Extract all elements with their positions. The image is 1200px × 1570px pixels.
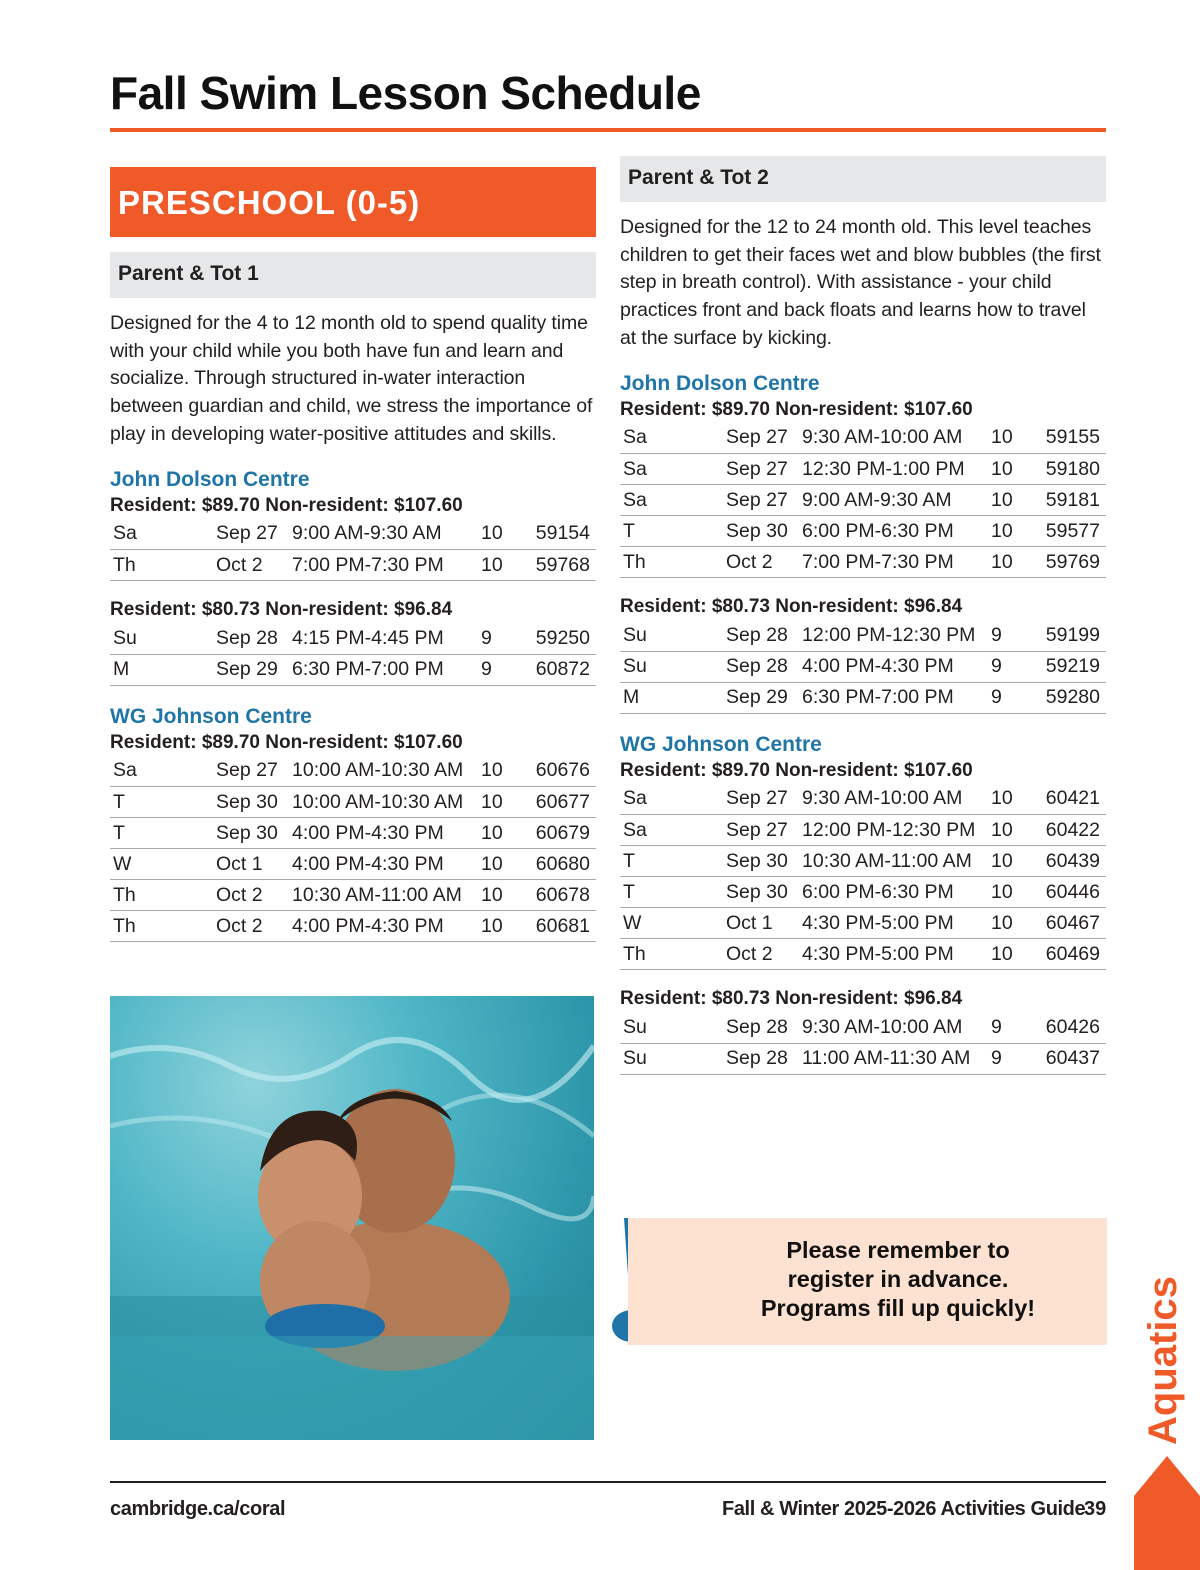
schedule <box>110 467 596 943</box>
schedule-table <box>110 756 596 943</box>
barcode-cell: 60446 <box>1040 877 1106 908</box>
table-row <box>620 908 1106 939</box>
time-cell: 4:00 PM-4:30 PM <box>289 818 478 849</box>
date-cell: Sep 30 <box>213 818 289 849</box>
table-row <box>620 485 1106 516</box>
schedule-table <box>620 1012 1106 1075</box>
level-description: Designed for the 4 to 12 month old to spend quality time with your child while you both have fun and learn and socialize. Through structured in-water interaction between guardian and child, we stress the importance of play in developing water-positive attitudes and skills. <box>110 312 593 445</box>
barcode-cell: 60681 <box>530 911 596 942</box>
date-cell: Sep 27 <box>723 784 799 815</box>
time-cell: 6:30 PM-7:00 PM <box>289 654 478 685</box>
sessions-cell: 10 <box>478 519 530 550</box>
table-row <box>620 1012 1106 1043</box>
table-row <box>620 423 1106 454</box>
sessions-cell: 10 <box>988 784 1040 815</box>
barcode-cell: 60437 <box>1040 1043 1106 1074</box>
date-cell: Sep 28 <box>723 620 799 651</box>
sessions-cell: 10 <box>478 550 530 581</box>
barcode-cell: 59577 <box>1040 516 1106 547</box>
date-cell: Oct 2 <box>723 547 799 578</box>
level-heading: Parent & Tot 2 <box>620 156 1106 202</box>
table-row <box>620 682 1106 713</box>
register-reminder-box <box>628 1218 1107 1345</box>
day-cell: Sa <box>620 815 723 846</box>
table-row <box>110 818 596 849</box>
centre-name: John Dolson Centre <box>110 467 310 491</box>
reminder-text <box>698 1236 1098 1323</box>
day-cell: Th <box>620 547 723 578</box>
table-row <box>620 784 1106 815</box>
day-cell: T <box>620 516 723 547</box>
date-cell: Oct 2 <box>213 880 289 911</box>
barcode-cell: 60422 <box>1040 815 1106 846</box>
date-cell: Oct 2 <box>723 939 799 970</box>
rate-line: Resident: $89.70 Non-resident: $107.60 <box>110 731 463 753</box>
table-row <box>110 911 596 942</box>
day-cell: Th <box>110 550 213 581</box>
date-cell: Sep 29 <box>213 654 289 685</box>
barcode-cell: 60677 <box>530 787 596 818</box>
table-row <box>620 815 1106 846</box>
day-cell: T <box>620 846 723 877</box>
table-row <box>620 939 1106 970</box>
day-cell: W <box>110 849 213 880</box>
sessions-cell: 10 <box>988 846 1040 877</box>
table-row <box>620 651 1106 682</box>
table-row <box>110 880 596 911</box>
date-cell: Sep 28 <box>723 651 799 682</box>
date-cell: Sep 30 <box>213 787 289 818</box>
rate-line: Resident: $89.70 Non-resident: $107.60 <box>620 398 973 420</box>
barcode-cell: 60467 <box>1040 908 1106 939</box>
time-cell: 12:30 PM-1:00 PM <box>799 454 988 485</box>
table-row <box>620 547 1106 578</box>
day-cell: Sa <box>620 485 723 516</box>
time-cell: 10:00 AM-10:30 AM <box>289 756 478 787</box>
sessions-cell: 10 <box>988 485 1040 516</box>
time-cell: 4:15 PM-4:45 PM <box>289 623 478 654</box>
table-row <box>110 849 596 880</box>
day-cell: T <box>110 818 213 849</box>
time-cell: 6:30 PM-7:00 PM <box>799 682 988 713</box>
barcode-cell: 60679 <box>530 818 596 849</box>
time-cell: 4:30 PM-5:00 PM <box>799 939 988 970</box>
table-row <box>110 623 596 654</box>
level-description: Designed for the 12 to 24 month old. This level teaches children to get their faces wet and blow bubbles (the first step in breath control). With assistance - your child practices front and back floats and learns how to travel at the surface by kicking. <box>620 216 1101 349</box>
time-cell: 7:00 PM-7:30 PM <box>799 547 988 578</box>
sessions-cell: 9 <box>988 1012 1040 1043</box>
day-cell: Sa <box>110 519 213 550</box>
table-row <box>620 1043 1106 1074</box>
date-cell: Sep 30 <box>723 516 799 547</box>
barcode-cell: 60439 <box>1040 846 1106 877</box>
date-cell: Sep 30 <box>723 877 799 908</box>
parent-child-swimming-photo <box>110 996 594 1440</box>
barcode-cell: 60421 <box>1040 784 1106 815</box>
sessions-cell: 10 <box>988 908 1040 939</box>
time-cell: 9:30 AM-10:00 AM <box>799 423 988 454</box>
time-cell: 10:30 AM-11:00 AM <box>289 880 478 911</box>
time-cell: 4:30 PM-5:00 PM <box>799 908 988 939</box>
barcode-cell: 59180 <box>1040 454 1106 485</box>
day-cell: Th <box>110 880 213 911</box>
photo-illustration <box>110 996 594 1440</box>
level-heading: Parent & Tot 1 <box>110 252 596 298</box>
centre-name: WG Johnson Centre <box>620 732 822 756</box>
date-cell: Oct 1 <box>723 908 799 939</box>
rate-line: Resident: $80.73 Non-resident: $96.84 <box>620 988 963 1010</box>
day-cell: Su <box>620 651 723 682</box>
centre-name: WG Johnson Centre <box>110 704 312 728</box>
schedule-table <box>110 519 596 582</box>
date-cell: Oct 2 <box>213 550 289 581</box>
time-cell: 9:00 AM-9:30 AM <box>799 485 988 516</box>
schedule-table <box>110 623 596 686</box>
sessions-cell: 9 <box>988 651 1040 682</box>
barcode-cell: 59768 <box>530 550 596 581</box>
day-cell: Su <box>620 620 723 651</box>
sessions-cell: 10 <box>988 815 1040 846</box>
date-cell: Sep 28 <box>723 1012 799 1043</box>
rate-line: Resident: $89.70 Non-resident: $107.60 <box>620 759 973 781</box>
date-cell: Sep 27 <box>723 454 799 485</box>
sessions-cell: 9 <box>478 654 530 685</box>
table-row <box>620 877 1106 908</box>
sessions-cell: 9 <box>988 1043 1040 1074</box>
time-cell: 10:30 AM-11:00 AM <box>799 846 988 877</box>
barcode-cell: 60680 <box>530 849 596 880</box>
day-cell: T <box>110 787 213 818</box>
table-row <box>110 550 596 581</box>
sessions-cell: 10 <box>478 849 530 880</box>
schedule-table <box>620 784 1106 971</box>
table-row <box>110 519 596 550</box>
sessions-cell: 10 <box>988 454 1040 485</box>
footer-url: cambridge.ca/coral <box>110 1498 286 1520</box>
table-row <box>110 787 596 818</box>
sessions-cell: 10 <box>478 818 530 849</box>
day-cell: Sa <box>110 756 213 787</box>
date-cell: Oct 2 <box>213 911 289 942</box>
rate-line: Resident: $80.73 Non-resident: $96.84 <box>620 596 963 618</box>
time-cell: 6:00 PM-6:30 PM <box>799 877 988 908</box>
sessions-cell: 10 <box>988 939 1040 970</box>
barcode-cell: 59280 <box>1040 682 1106 713</box>
table-row <box>110 756 596 787</box>
date-cell: Oct 1 <box>213 849 289 880</box>
schedule <box>620 371 1106 1075</box>
date-cell: Sep 30 <box>723 846 799 877</box>
sessions-cell: 9 <box>478 623 530 654</box>
sessions-cell: 10 <box>988 877 1040 908</box>
sessions-cell: 10 <box>988 423 1040 454</box>
day-cell: Sa <box>620 423 723 454</box>
barcode-cell: 60678 <box>530 880 596 911</box>
table-row <box>620 846 1106 877</box>
time-cell: 11:00 AM-11:30 AM <box>799 1043 988 1074</box>
barcode-cell: 59769 <box>1040 547 1106 578</box>
date-cell: Sep 27 <box>213 519 289 550</box>
schedule-table <box>620 620 1106 714</box>
date-cell: Sep 27 <box>723 815 799 846</box>
sessions-cell: 10 <box>478 756 530 787</box>
day-cell: Su <box>620 1043 723 1074</box>
right-column <box>620 156 1106 1075</box>
day-cell: W <box>620 908 723 939</box>
reminder-line: register in advance. <box>787 1266 1009 1292</box>
section-tab-label: Aquatics <box>1141 1276 1185 1445</box>
date-cell: Sep 29 <box>723 682 799 713</box>
reminder-line: Please remember to <box>786 1237 1010 1263</box>
table-row <box>620 620 1106 651</box>
date-cell: Sep 28 <box>723 1043 799 1074</box>
page-title: Fall Swim Lesson Schedule <box>110 67 701 119</box>
sessions-cell: 10 <box>478 880 530 911</box>
title-rule <box>110 128 1106 132</box>
time-cell: 12:00 PM-12:30 PM <box>799 620 988 651</box>
sessions-cell: 10 <box>478 911 530 942</box>
schedule-table <box>620 423 1106 579</box>
barcode-cell: 59250 <box>530 623 596 654</box>
time-cell: 12:00 PM-12:30 PM <box>799 815 988 846</box>
date-cell: Sep 27 <box>723 485 799 516</box>
left-column <box>110 167 596 942</box>
time-cell: 4:00 PM-4:30 PM <box>289 849 478 880</box>
time-cell: 4:00 PM-4:30 PM <box>289 911 478 942</box>
table-row <box>620 516 1106 547</box>
time-cell: 7:00 PM-7:30 PM <box>289 550 478 581</box>
section-banner: PRESCHOOL (0-5) <box>110 167 596 237</box>
barcode-cell: 59155 <box>1040 423 1106 454</box>
rate-line: Resident: $80.73 Non-resident: $96.84 <box>110 599 453 621</box>
day-cell: M <box>110 654 213 685</box>
date-cell: Sep 27 <box>723 423 799 454</box>
date-cell: Sep 28 <box>213 623 289 654</box>
table-row <box>620 454 1106 485</box>
barcode-cell: 60872 <box>530 654 596 685</box>
time-cell: 4:00 PM-4:30 PM <box>799 651 988 682</box>
time-cell: 9:00 AM-9:30 AM <box>289 519 478 550</box>
barcode-cell: 60426 <box>1040 1012 1106 1043</box>
barcode-cell: 59219 <box>1040 651 1106 682</box>
sessions-cell: 10 <box>988 516 1040 547</box>
barcode-cell: 59154 <box>530 519 596 550</box>
barcode-cell: 60469 <box>1040 939 1106 970</box>
day-cell: T <box>620 877 723 908</box>
table-row <box>110 654 596 685</box>
day-cell: Su <box>110 623 213 654</box>
day-cell: M <box>620 682 723 713</box>
sessions-cell: 9 <box>988 620 1040 651</box>
day-cell: Su <box>620 1012 723 1043</box>
footer-guide-title: Fall & Winter 2025-2026 Activities Guide <box>722 1498 1086 1520</box>
centre-name: John Dolson Centre <box>620 371 820 395</box>
reminder-line: Programs fill up quickly! <box>760 1295 1036 1321</box>
time-cell: 9:30 AM-10:00 AM <box>799 784 988 815</box>
time-cell: 9:30 AM-10:00 AM <box>799 1012 988 1043</box>
time-cell: 10:00 AM-10:30 AM <box>289 787 478 818</box>
barcode-cell: 59199 <box>1040 620 1106 651</box>
time-cell: 6:00 PM-6:30 PM <box>799 516 988 547</box>
barcode-cell: 59181 <box>1040 485 1106 516</box>
date-cell: Sep 27 <box>213 756 289 787</box>
day-cell: Th <box>620 939 723 970</box>
sessions-cell: 9 <box>988 682 1040 713</box>
footer-rule <box>110 1481 1106 1483</box>
day-cell: Th <box>110 911 213 942</box>
barcode-cell: 60676 <box>530 756 596 787</box>
page-number: 39 <box>1084 1498 1107 1520</box>
day-cell: Sa <box>620 454 723 485</box>
sessions-cell: 10 <box>988 547 1040 578</box>
rate-line: Resident: $89.70 Non-resident: $107.60 <box>110 494 463 516</box>
day-cell: Sa <box>620 784 723 815</box>
sessions-cell: 10 <box>478 787 530 818</box>
